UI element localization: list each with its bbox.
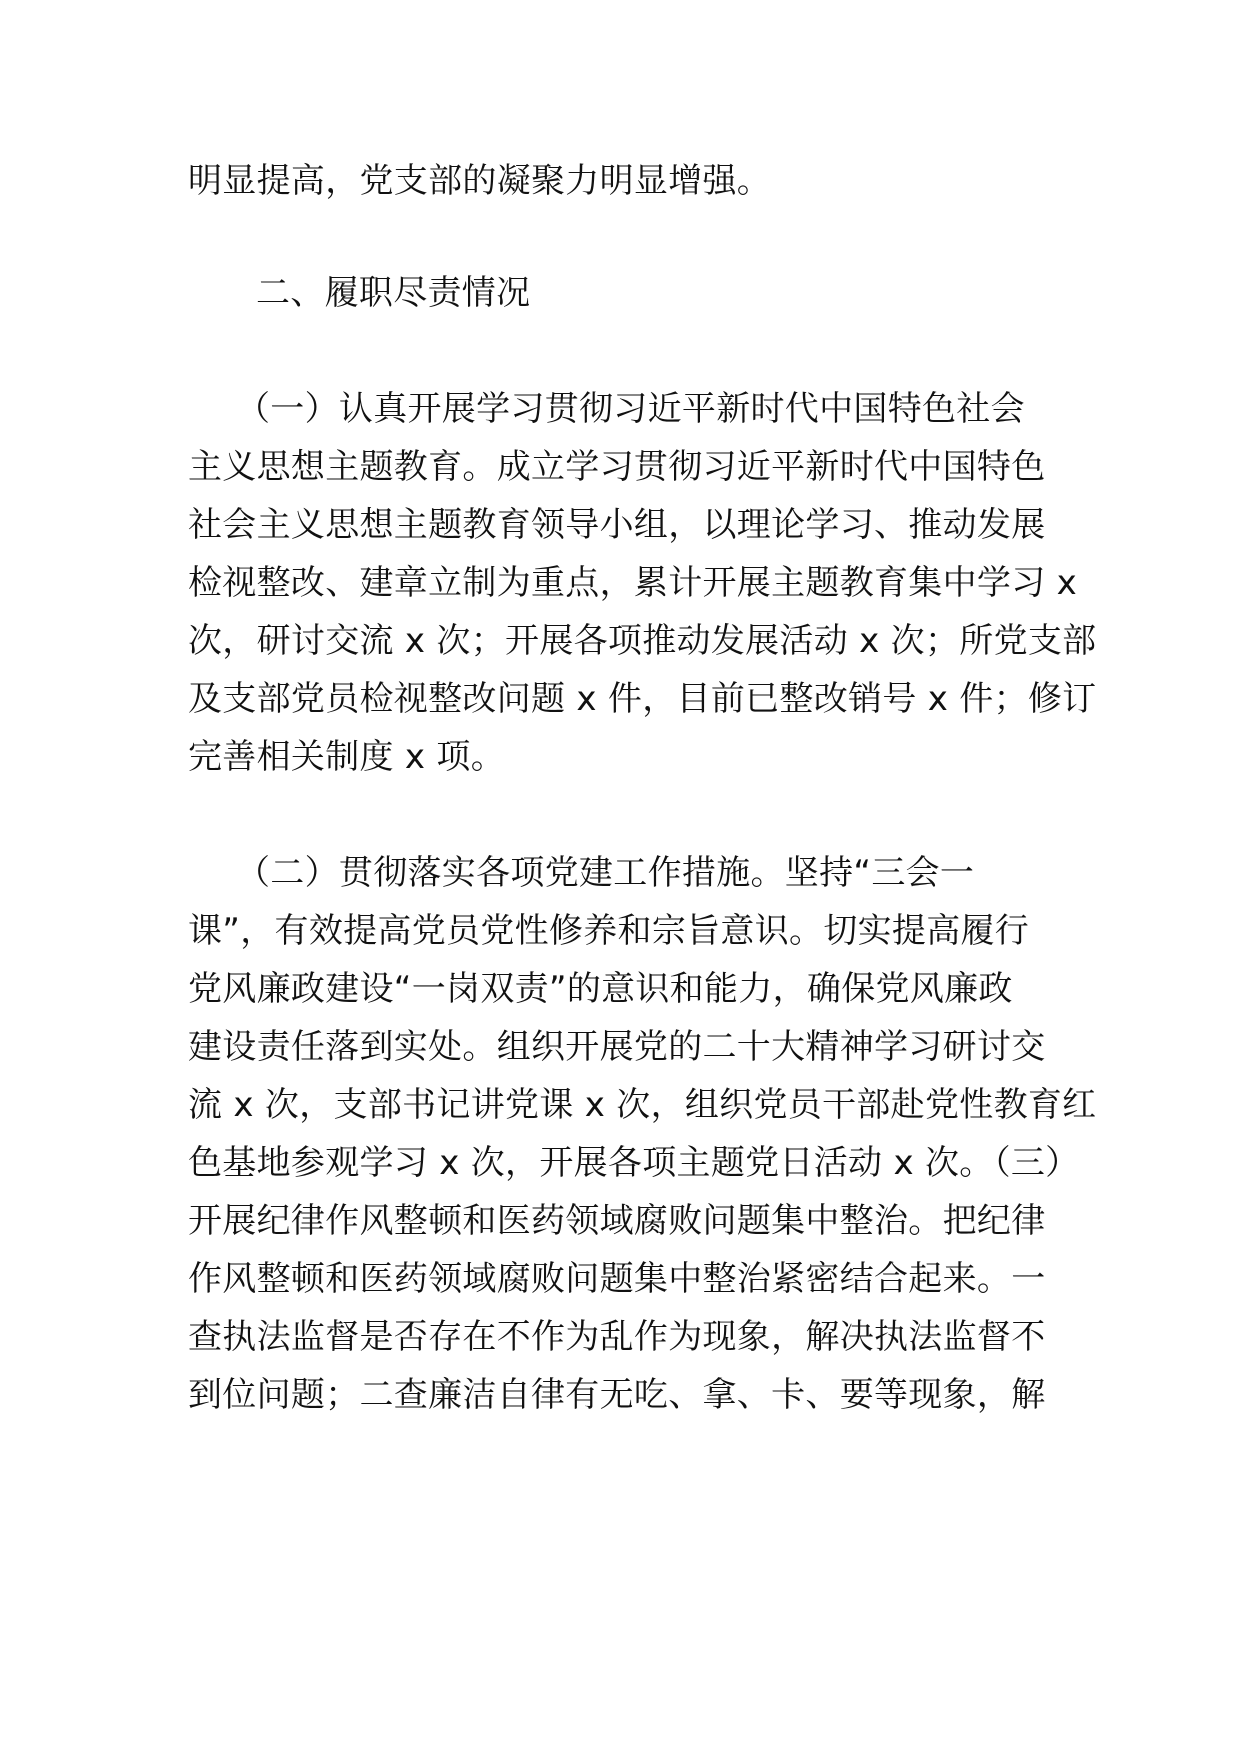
text-line: 流 x 次，支部书记讲党课 x 次，组织党员干部赴党性教育红 xyxy=(188,1085,1097,1125)
text-line: 主义思想主题教育。成立学习贯彻习近平新时代中国特色 xyxy=(188,447,1046,487)
text-line: 党风廉政建设“一岗双责”的意识和能力，确保党风廉政 xyxy=(188,969,1013,1009)
text-line: 检视整改、建章立制为重点，累计开展主题教育集中学习 x xyxy=(188,563,1078,603)
text-line: 作风整顿和医药领域腐败问题集中整治紧密结合起来。一 xyxy=(188,1259,1046,1299)
text-line: 次，研讨交流 x 次；开展各项推动发展活动 x 次；所党支部 xyxy=(188,621,1097,661)
text-line: 开展纪律作风整顿和医药领域腐败问题集中整治。把纪律 xyxy=(188,1201,1046,1241)
text-line: 课”，有效提高党员党性修养和宗旨意识。切实提高履行 xyxy=(188,911,1030,951)
text-line: 完善相关制度 x 项。 xyxy=(188,737,506,777)
text-line: 色基地参观学习 x 次，开展各项主题党日活动 x 次。（三） xyxy=(188,1143,1080,1183)
subsection-heading: （二）贯彻落实各项党建工作措施。坚持“三会一 xyxy=(236,853,975,893)
text-line: 明显提高，党支部的凝聚力明显增强。 xyxy=(188,161,772,201)
text-line: 及支部党员检视整改问题 x 件，目前已整改销号 x 件；修订 xyxy=(188,679,1097,719)
subsection-heading: （一）认真开展学习贯彻习近平新时代中国特色社会 xyxy=(236,389,1025,429)
text-line: 查执法监督是否存在不作为乱作为现象，解决执法监督不 xyxy=(188,1317,1046,1357)
section-heading: 二、履职尽责情况 xyxy=(256,273,531,313)
text-line: 社会主义思想主题教育领导小组，以理论学习、推动发展 xyxy=(188,505,1046,545)
text-line: 到位问题；二查廉洁自律有无吃、拿、卡、要等现象，解 xyxy=(188,1375,1046,1415)
text-line: 建设责任落到实处。组织开展党的二十大精神学习研讨交 xyxy=(188,1027,1046,1067)
